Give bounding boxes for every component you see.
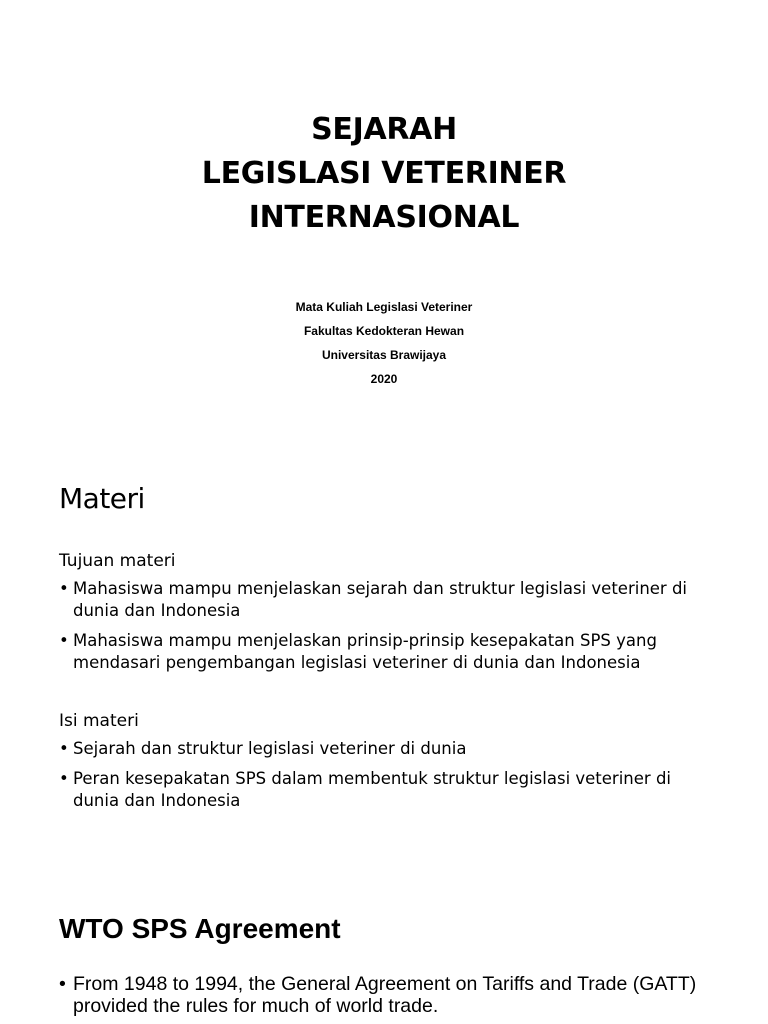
presentation-title bbox=[0, 108, 768, 240]
list-item bbox=[59, 738, 719, 760]
list-item bbox=[59, 768, 719, 812]
bullet-icon: • bbox=[59, 769, 69, 788]
title-line: SEJARAH bbox=[311, 112, 457, 147]
wto-slide bbox=[0, 880, 768, 1024]
subtitle-faculty: Fakultas Kedokteran Hewan bbox=[303, 324, 465, 338]
slide-heading: WTO SPS Agreement bbox=[59, 913, 341, 944]
tujuan-list bbox=[59, 578, 719, 682]
presentation-subtitle bbox=[0, 295, 768, 391]
wto-list bbox=[59, 973, 739, 1024]
bullet-icon: • bbox=[59, 973, 66, 995]
section-label-isi: Isi materi bbox=[59, 711, 139, 731]
title-line: LEGISLASI VETERINER bbox=[201, 156, 567, 191]
title-line: INTERNASIONAL bbox=[248, 200, 520, 235]
slide-heading: Materi bbox=[59, 482, 145, 515]
list-item-text: From 1948 to 1994, the General Agreement on Tariffs and Trade (GATT) provided the rules for much of world trade. bbox=[73, 973, 697, 1017]
list-item bbox=[59, 973, 739, 1017]
title-slide bbox=[0, 0, 768, 440]
list-item bbox=[59, 630, 719, 674]
bullet-icon: • bbox=[59, 631, 69, 650]
bullet-icon: • bbox=[59, 579, 69, 598]
list-item bbox=[59, 578, 719, 622]
list-item-text: Sejarah dan struktur legislasi veteriner di dunia bbox=[73, 739, 467, 758]
materi-slide bbox=[0, 440, 768, 880]
list-item-text: Mahasiswa mampu menjelaskan prinsip-prinsip kesepakatan SPS yang mendasari pengembangan legislasi veteriner di dunia dan Indonesia bbox=[73, 631, 657, 672]
subtitle-year: 2020 bbox=[370, 372, 398, 386]
subtitle-university: Universitas Brawijaya bbox=[321, 348, 447, 362]
list-item-text: Mahasiswa mampu menjelaskan sejarah dan struktur legislasi veteriner di dunia dan Indonesia bbox=[73, 579, 688, 620]
list-item-text: Peran kesepakatan SPS dalam membentuk struktur legislasi veteriner di dunia dan Indonesia bbox=[73, 769, 671, 810]
isi-list bbox=[59, 738, 719, 820]
section-label-tujuan: Tujuan materi bbox=[59, 551, 176, 571]
bullet-icon: • bbox=[59, 739, 69, 758]
subtitle-course: Mata Kuliah Legislasi Veteriner bbox=[295, 300, 473, 314]
